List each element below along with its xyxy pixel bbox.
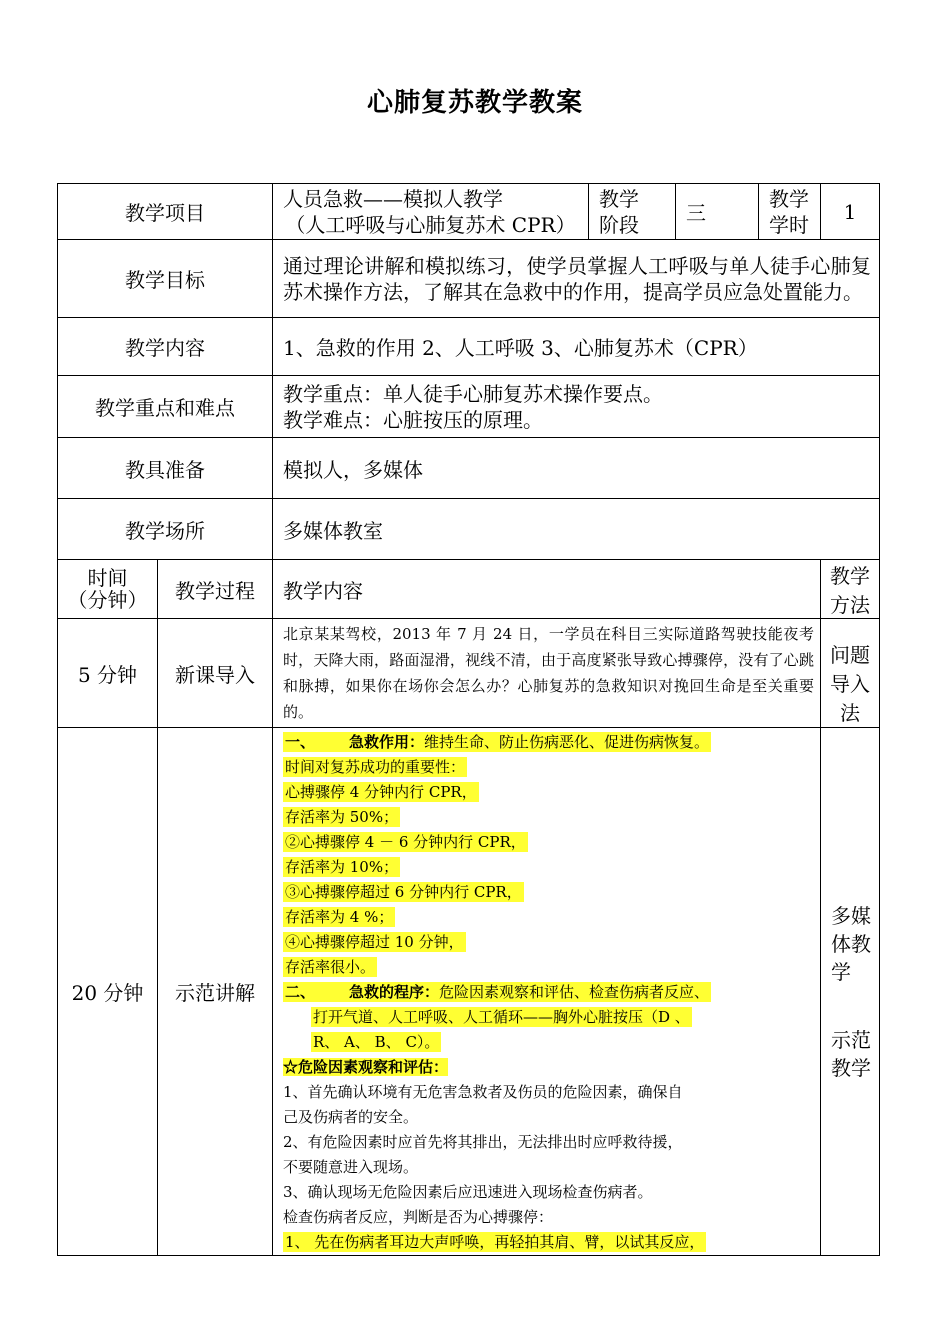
section-3-heading: ☆危险因素观察和评估： [283,1058,449,1076]
section-2: 二、 急救的程序：危险因素观察和评估、检查伤病者反应、 [285,983,710,1001]
row-goal [58,240,880,318]
intro-method: 问题导入法 [821,619,880,728]
time-header: 时间 （分钟） [58,560,158,619]
row-tools [58,438,880,499]
row-project [58,184,880,240]
hours-value: 1 [821,184,880,240]
tools-label: 教具准备 [58,438,273,499]
content-value: 1、急救的作用 2、人工呼吸 3、心肺复苏术（CPR） [273,318,880,376]
section-1: 一、 急救作用：维持生命、防止伤病恶化、促进伤病恢复。 [285,733,710,751]
key-value: 教学重点：单人徒手心肺复苏术操作要点。 教学难点：心脏按压的原理。 [273,376,880,438]
goal-value: 通过理论讲解和模拟练习，使学员掌握人工呼吸与单人徒手心肺复苏术操作方法，了解其在急救中的作用，提高学员应急处置能力。 [273,240,880,318]
intro-time: 5 分钟 [58,619,158,728]
stage-value: 三 [676,184,759,240]
demo-method: 多媒体教学 示范教学 [821,728,880,1256]
stage-label: 教学 阶段 [589,184,676,240]
row-key-points [58,376,880,438]
content-header: 教学内容 [273,560,821,619]
row-content [58,318,880,376]
intro-process: 新课导入 [158,619,273,728]
page-title: 心肺复苏教学教案 [366,88,583,118]
row-place [58,499,880,560]
lesson-plan-table [57,183,880,1256]
intro-content: 北京某某驾校，2013 年 7 月 24 日，一学员在科目三实际道路驾驶技能夜考时，天降大雨，路面湿滑，视线不清，由于高度紧张导致心搏骤停，没有了心跳和脉搏，如果你在场你会怎么办？心肺复苏的急救知识对挽回生命是至关重要的。 [273,619,821,728]
project-label: 教学项目 [58,184,273,240]
method-header: 教学方法 [821,560,880,619]
content-label: 教学内容 [58,318,273,376]
hours-label: 教学 学时 [759,184,821,240]
tools-value: 模拟人，多媒体 [273,438,880,499]
goal-label: 教学目标 [58,240,273,318]
demo-process: 示范讲解 [158,728,273,1256]
place-label: 教学场所 [58,499,273,560]
intro-row [58,619,880,728]
key-label: 教学重点和难点 [58,376,273,438]
demo-content: 一、 急救作用：维持生命、防止伤病恶化、促进伤病恢复。 时间对复苏成功的重要性： 心搏骤停 4 分钟内行 CPR， 存活率为 50%； ②心搏骤停 4 － 6 分钟内行 CPR， 存活率为 10%； ③心搏骤停超过 6 分钟内行 CPR， 存活率为 4 %； ④心搏骤停超过 10 分钟， 存活率很小。 二、 急救的程序：危险因素观察和评估、检查伤病者反应、 打开气道、人工呼吸、人工循环——胸外心脏按压（D 、 R、 A、 B、 C）。 ☆危险因素观察和评估： 1、首先确认环境有无危害急救者及伤员的危险因素，确保自 己及伤病者的安全。 2、有危险因素时应首先将其排出，无法排出时应呼救待援， 不要随意进入现场。 3、确认现场无危险因素后应迅速进入现场检查伤病者。 检查伤病者反应，判断是否为心搏骤停： 1、 先在伤病者耳边大声呼唤，再轻拍其肩、臂，以试其反应， [273,728,821,1256]
demo-row [58,728,880,1256]
place-value: 多媒体教室 [273,499,880,560]
demo-time: 20 分钟 [58,728,158,1256]
project-value: 人员急救——模拟人教学 （人工呼吸与心肺复苏术 CPR） [273,184,589,240]
process-header-row [58,560,880,619]
process-header: 教学过程 [158,560,273,619]
